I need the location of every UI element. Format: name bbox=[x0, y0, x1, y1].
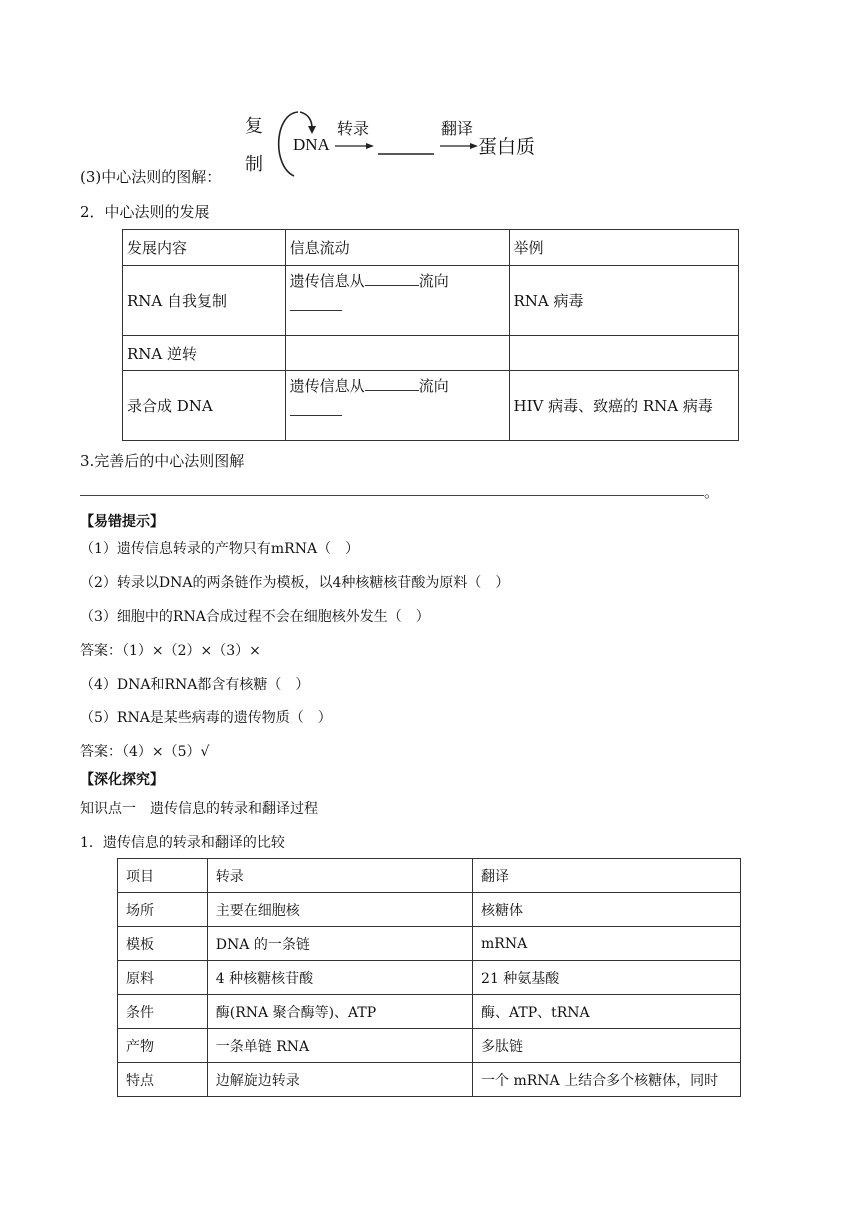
explore-heading: 【深化探究】 bbox=[80, 772, 164, 788]
header-content: 发展内容 bbox=[123, 230, 286, 266]
tips-heading: 【易错提示】 bbox=[80, 514, 164, 530]
dna-label: DNA bbox=[293, 135, 330, 154]
tip-item: （3）细胞中的RNA合成过程不会在细胞核外发生（ ） bbox=[80, 609, 430, 625]
flow-text-from: 遗传信息从 bbox=[289, 272, 365, 290]
section-3-heading: 3.完善后的中心法则图解 bbox=[80, 452, 245, 470]
transcription-translation-table bbox=[117, 858, 741, 1097]
table-row bbox=[118, 893, 741, 927]
transcription-cell: 酶(RNA 聚合酶等)、ATP bbox=[207, 995, 472, 1029]
flow-text-to: 流向 bbox=[418, 377, 449, 395]
answer-line bbox=[80, 495, 704, 496]
replicate-label-bottom: 制 bbox=[245, 154, 263, 175]
translation-cell: 酶、ATP、tRNA bbox=[473, 995, 741, 1029]
tip-item: （4）DNA和RNA都含有核糖（ ） bbox=[80, 677, 310, 693]
table-header-row bbox=[123, 230, 739, 266]
table-row bbox=[123, 371, 739, 441]
empty-cell bbox=[509, 336, 738, 371]
answer-blank bbox=[365, 285, 419, 286]
table-row bbox=[123, 266, 739, 336]
row-label: 模板 bbox=[118, 927, 208, 961]
table-header-row bbox=[118, 859, 741, 893]
tip-answer: 答案：（4）×（5）√ bbox=[80, 744, 210, 760]
row-example: HIV 病毒、致癌的 RNA 病毒 bbox=[509, 371, 738, 441]
flow-text-from: 遗传信息从 bbox=[289, 377, 365, 395]
row-example: RNA 病毒 bbox=[509, 266, 738, 336]
tip-item: （5）RNA是某些病毒的遗传物质（ ） bbox=[80, 710, 332, 726]
row-label: 特点 bbox=[118, 1063, 208, 1097]
tip-answer: 答案：（1）×（2）×（3）× bbox=[80, 643, 261, 659]
sentence-end: 。 bbox=[704, 483, 720, 501]
row-label: 产物 bbox=[118, 1029, 208, 1063]
table-row bbox=[118, 1029, 741, 1063]
knowledge-point-title: 知识点一 遗传信息的转录和翻译过程 bbox=[80, 801, 318, 817]
header-item: 项目 bbox=[118, 859, 208, 893]
replicate-label-top: 复 bbox=[245, 116, 263, 137]
dogma-development-table bbox=[122, 229, 739, 441]
transcription-cell: 主要在细胞核 bbox=[207, 893, 472, 927]
transcription-cell: 一条单链 RNA bbox=[207, 1029, 472, 1063]
translation-cell: 21 种氨基酸 bbox=[473, 961, 741, 995]
protein-label: 蛋白质 bbox=[478, 136, 536, 158]
header-translation: 翻译 bbox=[473, 859, 741, 893]
transcription-cell: DNA 的一条链 bbox=[207, 927, 472, 961]
transcription-label: 转录 bbox=[337, 119, 370, 138]
row-flow bbox=[285, 371, 509, 441]
tip-item: （1）遗传信息转录的产物只有mRNA（ ） bbox=[80, 541, 360, 557]
table-row bbox=[118, 995, 741, 1029]
table-row bbox=[118, 961, 741, 995]
tip-item: （2）转录以DNA的两条链作为模板，以4种核糖核苷酸为原料（ ） bbox=[80, 575, 510, 591]
transcription-cell: 4 种核糖核苷酸 bbox=[207, 961, 472, 995]
translation-cell: 核糖体 bbox=[473, 893, 741, 927]
flow-text-to: 流向 bbox=[418, 272, 449, 290]
answer-blank bbox=[290, 292, 342, 311]
answer-blank bbox=[290, 397, 342, 416]
table-row bbox=[118, 1063, 741, 1097]
translation-cell: 多肽链 bbox=[473, 1029, 741, 1063]
translation-label: 翻译 bbox=[441, 119, 474, 138]
header-example: 举例 bbox=[509, 230, 738, 266]
header-transcription: 转录 bbox=[207, 859, 472, 893]
table-row bbox=[118, 927, 741, 961]
row-content: RNA 自我复制 bbox=[123, 266, 286, 336]
header-flow: 信息流动 bbox=[285, 230, 509, 266]
row-label: 条件 bbox=[118, 995, 208, 1029]
comparison-subheading: 1．遗传信息的转录和翻译的比较 bbox=[80, 835, 285, 851]
section-2-heading: 2．中心法则的发展 bbox=[80, 203, 210, 221]
row-content: 录合成 DNA bbox=[123, 371, 286, 441]
translation-cell: 一个 mRNA 上结合多个核糖体，同时 bbox=[473, 1063, 741, 1097]
row-label: 原料 bbox=[118, 961, 208, 995]
row-label: 场所 bbox=[118, 893, 208, 927]
row-content: RNA 逆转 bbox=[123, 336, 286, 371]
table-row bbox=[123, 336, 739, 371]
empty-cell bbox=[285, 336, 509, 371]
translation-cell: mRNA bbox=[473, 927, 741, 961]
answer-blank bbox=[365, 390, 419, 391]
row-flow bbox=[285, 266, 509, 336]
transcription-cell: 边解旋边转录 bbox=[207, 1063, 472, 1097]
diagram-label: (3)中心法则的图解： bbox=[80, 168, 222, 186]
